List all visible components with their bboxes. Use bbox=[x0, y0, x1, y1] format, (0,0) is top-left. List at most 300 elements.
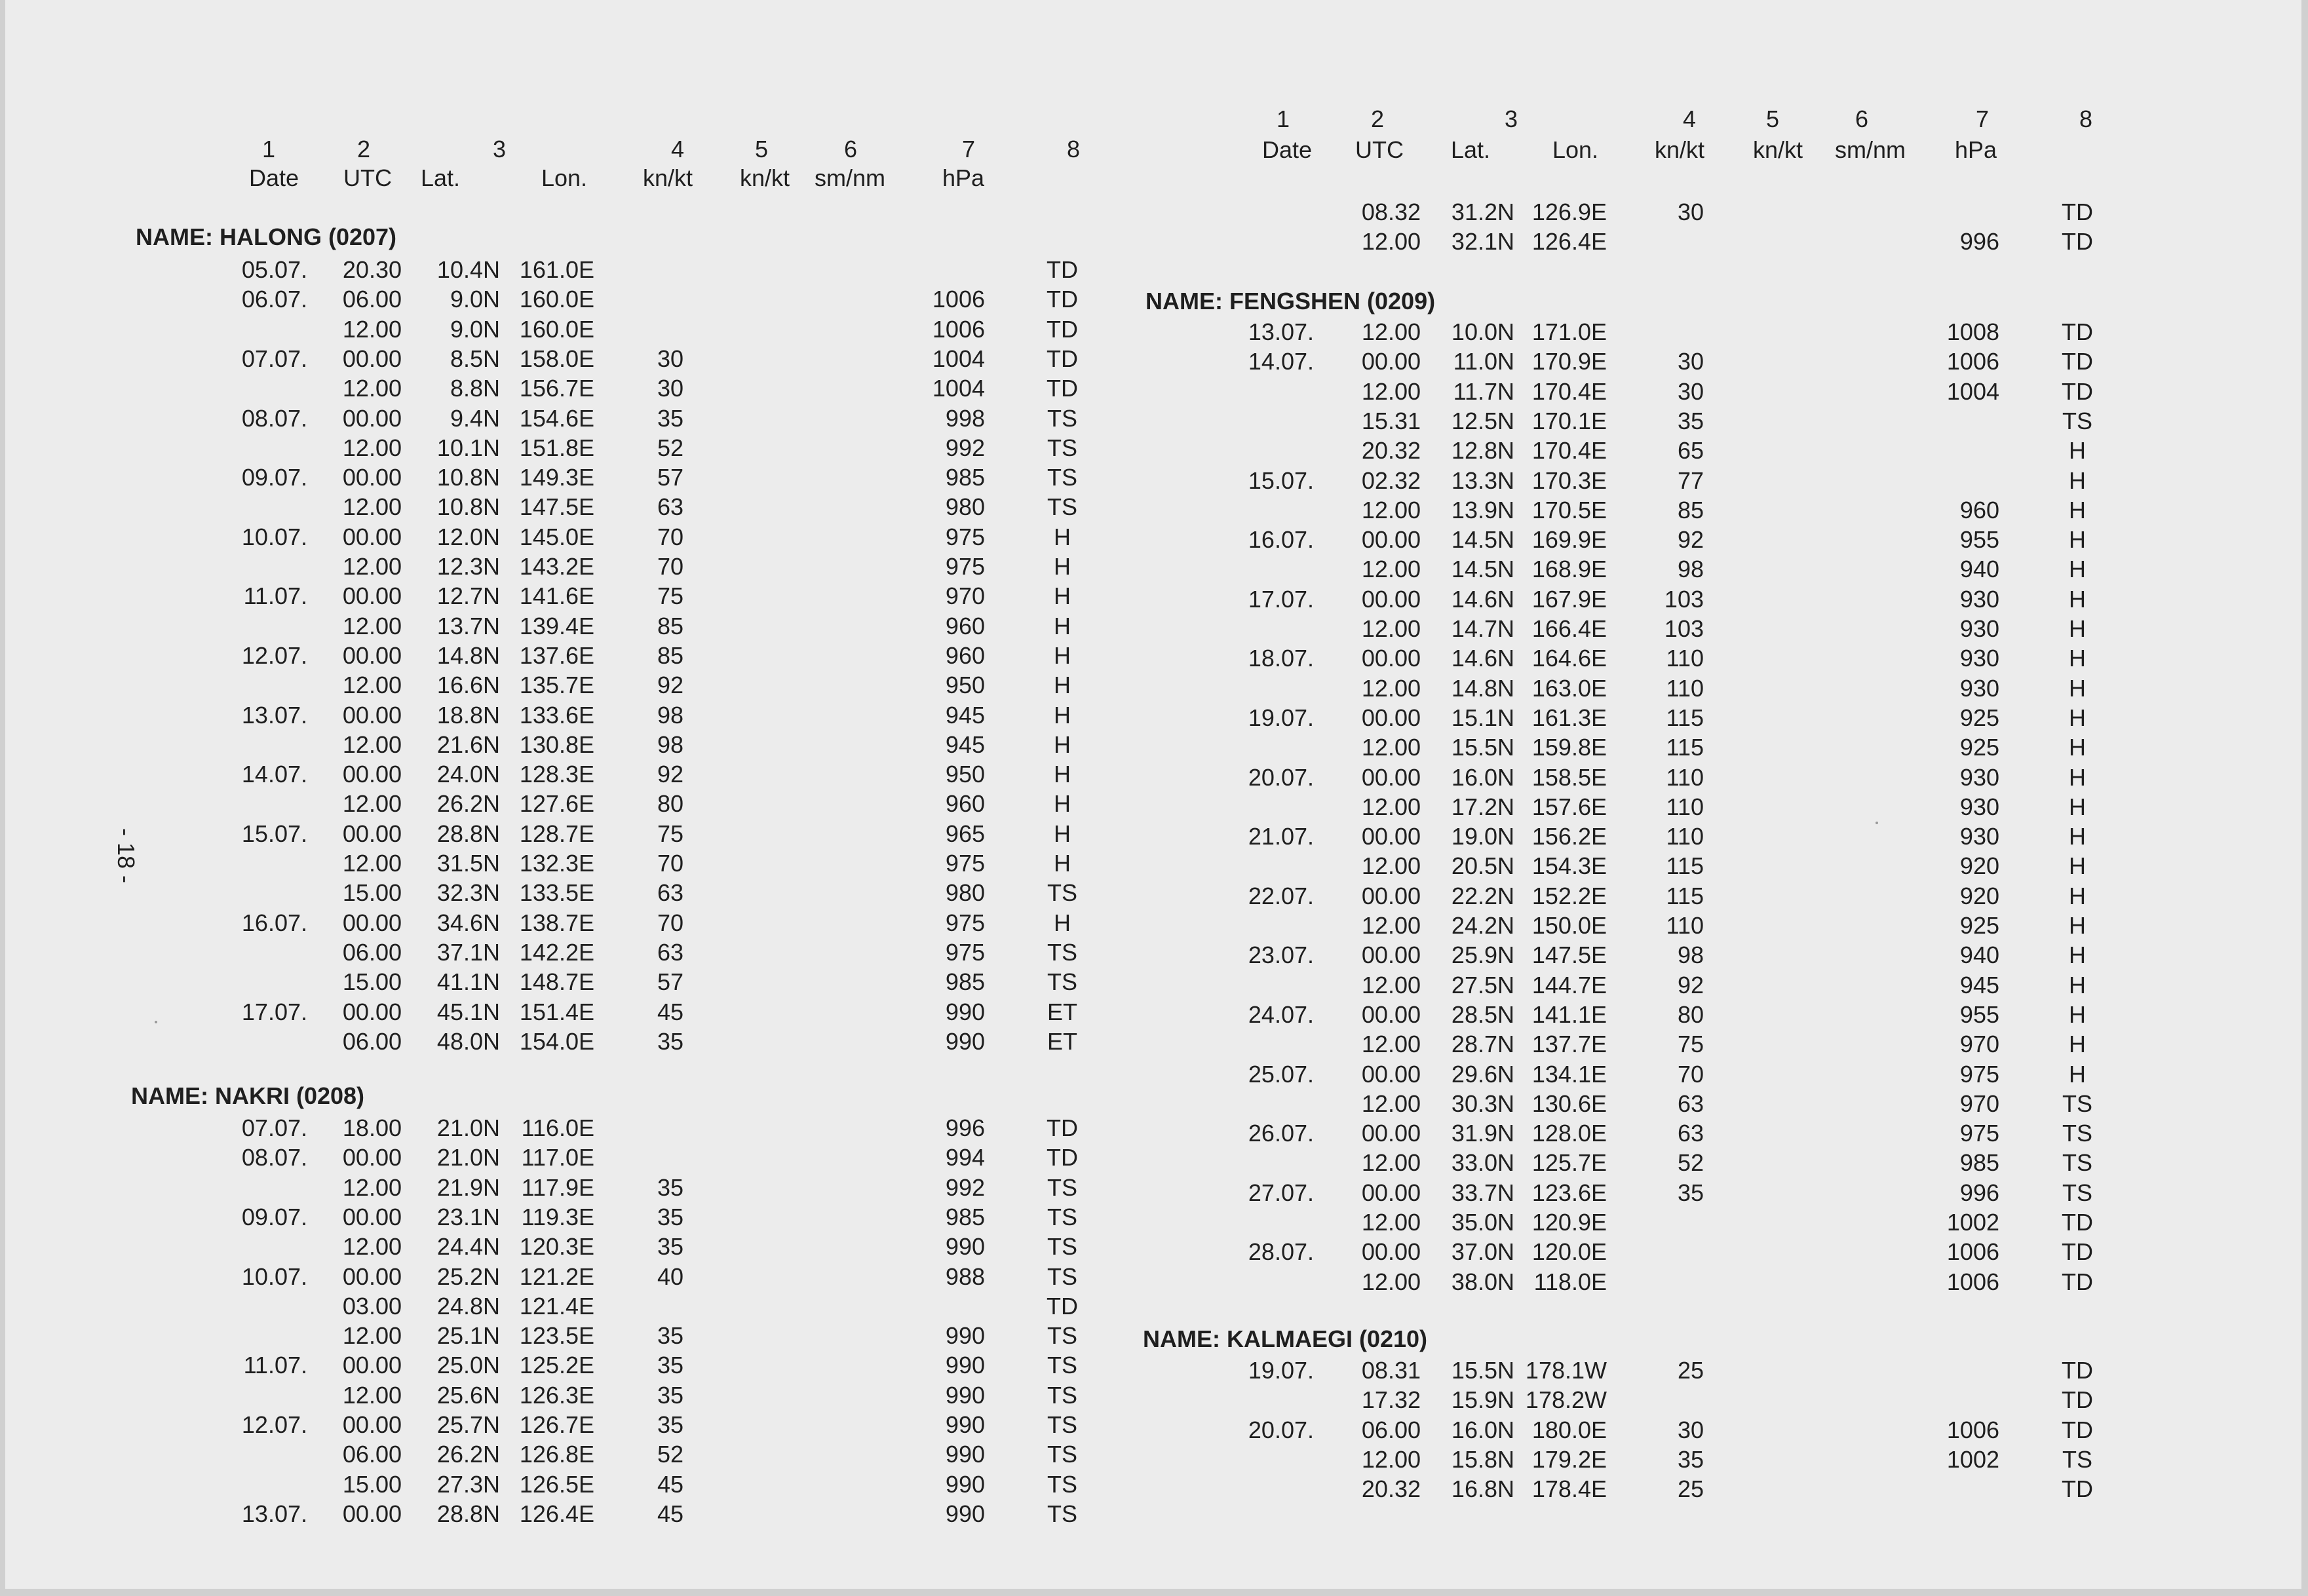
cell-lat: 11.0N bbox=[1453, 348, 1514, 375]
cell-lat: 27.3N bbox=[436, 1470, 500, 1498]
cell-lat: 21.9N bbox=[436, 1173, 500, 1201]
cell-type: TD bbox=[1047, 1144, 1078, 1171]
cell-lat: 34.6N bbox=[436, 909, 500, 936]
header-column-label: kn/kt bbox=[739, 164, 790, 191]
cell-date: 19.07. bbox=[1248, 1357, 1314, 1384]
cell-hpa: 930 bbox=[1959, 763, 1999, 791]
cell-lat: 29.6N bbox=[1451, 1060, 1514, 1088]
header-column-label: sm/nm bbox=[1835, 136, 1906, 163]
cell-lon: 128.7E bbox=[519, 820, 594, 847]
cell-kt4: 103 bbox=[1664, 615, 1704, 642]
cell-lon: 156.2E bbox=[1531, 823, 1607, 850]
cell-hpa: 990 bbox=[945, 1470, 985, 1498]
cell-hpa: 996 bbox=[1959, 228, 1999, 256]
cell-lat: 21.0N bbox=[436, 1144, 500, 1171]
cell-utc: 00.00 bbox=[1361, 882, 1421, 909]
cell-utc: 00.00 bbox=[1361, 1060, 1421, 1088]
cell-lat: 14.8N bbox=[436, 641, 500, 669]
cell-utc: 00.00 bbox=[1361, 823, 1421, 850]
cell-type: H bbox=[1054, 761, 1071, 788]
cell-lat: 24.8N bbox=[436, 1292, 500, 1320]
header-column-number: 6 bbox=[1855, 105, 1869, 132]
cell-hpa: 950 bbox=[945, 672, 985, 699]
cell-lat: 25.2N bbox=[436, 1263, 500, 1290]
cell-type: TD bbox=[1047, 256, 1078, 283]
cell-date: 25.07. bbox=[1248, 1060, 1314, 1088]
cell-type: TS bbox=[1047, 938, 1077, 966]
cell-type: TS bbox=[1047, 1470, 1077, 1498]
left-column-table bbox=[0, 0, 1114, 1596]
cell-lat: 8.5N bbox=[450, 345, 500, 372]
cell-lon: 178.4E bbox=[1531, 1475, 1607, 1503]
cell-date: 17.07. bbox=[241, 998, 307, 1025]
cell-date: 09.07. bbox=[241, 464, 307, 491]
cell-lat: 9.4N bbox=[450, 404, 500, 432]
header-column-label: UTC bbox=[1355, 136, 1404, 163]
cell-kt4: 92 bbox=[1677, 526, 1704, 554]
cell-utc: 15.00 bbox=[342, 1470, 402, 1498]
cell-date: 15.07. bbox=[1248, 466, 1314, 494]
cell-lat: 12.8N bbox=[1451, 437, 1514, 465]
cell-lon: 117.0E bbox=[521, 1144, 594, 1171]
cell-lat: 13.7N bbox=[436, 612, 500, 639]
header-column-number: 4 bbox=[670, 136, 685, 162]
cell-lat: 38.0N bbox=[1451, 1268, 1514, 1295]
cell-lon: 161.3E bbox=[1531, 704, 1607, 731]
cell-date: 26.07. bbox=[1248, 1120, 1314, 1147]
cell-lon: 154.0E bbox=[519, 1027, 594, 1055]
cell-utc: 06.00 bbox=[342, 1027, 402, 1055]
cell-date: 05.07. bbox=[241, 256, 307, 283]
cell-type: TD bbox=[2062, 1416, 2093, 1443]
cell-hpa: 975 bbox=[945, 909, 985, 936]
cell-utc: 06.00 bbox=[342, 286, 402, 313]
cell-hpa: 960 bbox=[1959, 496, 1999, 523]
cell-lat: 28.5N bbox=[1451, 1000, 1514, 1028]
cell-utc: 12.00 bbox=[1361, 496, 1421, 523]
header-column-label: Lon. bbox=[1552, 136, 1599, 163]
cell-lon: 159.8E bbox=[1531, 734, 1607, 761]
cell-date: 08.07. bbox=[241, 404, 307, 432]
cell-utc: 12.00 bbox=[1361, 318, 1421, 345]
cell-utc: 00.00 bbox=[1361, 1120, 1421, 1147]
header-column-number: 3 bbox=[492, 136, 507, 162]
cell-utc: 12.00 bbox=[1361, 971, 1421, 998]
cell-type: H bbox=[2069, 882, 2086, 909]
cell-lat: 9.0N bbox=[450, 286, 500, 313]
cell-lon: 137.7E bbox=[1531, 1031, 1607, 1058]
cell-lon: 130.8E bbox=[519, 731, 594, 758]
cell-lat: 14.5N bbox=[1451, 556, 1514, 583]
cell-hpa: 990 bbox=[945, 1411, 985, 1438]
cell-kt4: 30 bbox=[657, 375, 683, 402]
cell-utc: 00.00 bbox=[1361, 645, 1421, 672]
cell-kt4: 57 bbox=[657, 968, 683, 996]
cell-utc: 12.00 bbox=[1361, 228, 1421, 256]
cell-hpa: 975 bbox=[1959, 1060, 1999, 1088]
cell-date: 15.07. bbox=[241, 820, 307, 847]
cell-utc: 12.00 bbox=[342, 672, 402, 699]
cell-lat: 15.1N bbox=[1451, 704, 1514, 731]
cell-type: TS bbox=[1047, 1322, 1077, 1350]
cell-kt4: 75 bbox=[657, 582, 683, 610]
cell-lon: 134.1E bbox=[1531, 1060, 1607, 1088]
cell-type: TD bbox=[1047, 1292, 1078, 1320]
cell-lon: 158.5E bbox=[1531, 763, 1607, 791]
cell-type: TS bbox=[2062, 1445, 2092, 1473]
cell-hpa: 985 bbox=[1959, 1149, 1999, 1177]
cell-lon: 170.1E bbox=[1531, 407, 1607, 434]
cell-utc: 12.00 bbox=[342, 1173, 402, 1201]
cell-lat: 25.1N bbox=[436, 1322, 500, 1350]
cell-type: H bbox=[2069, 941, 2086, 969]
cell-utc: 00.00 bbox=[342, 1352, 402, 1379]
cell-utc: 15.31 bbox=[1361, 407, 1421, 434]
cell-hpa: 990 bbox=[945, 1322, 985, 1350]
cell-date: 23.07. bbox=[1248, 941, 1314, 969]
cell-kt4: 75 bbox=[1677, 1031, 1704, 1058]
cell-type: TS bbox=[1047, 404, 1077, 432]
cell-hpa: 925 bbox=[1959, 734, 1999, 761]
cell-lat: 25.7N bbox=[436, 1411, 500, 1438]
cell-lat: 15.9N bbox=[1451, 1386, 1514, 1414]
cell-kt4: 110 bbox=[1666, 912, 1704, 939]
cell-lon: 157.6E bbox=[1531, 793, 1607, 820]
cell-lat: 16.0N bbox=[1451, 763, 1514, 791]
cell-lon: 118.0E bbox=[1533, 1268, 1607, 1295]
cell-hpa: 930 bbox=[1959, 823, 1999, 850]
cell-lon: 180.0E bbox=[1531, 1416, 1607, 1443]
cell-lon: 126.3E bbox=[519, 1381, 594, 1409]
cell-lon: 170.4E bbox=[1531, 377, 1607, 405]
cell-hpa: 920 bbox=[1959, 882, 1999, 909]
header-column-label: Lat. bbox=[420, 164, 461, 191]
cell-kt4: 70 bbox=[657, 850, 683, 877]
cell-kt4: 92 bbox=[1677, 971, 1704, 998]
cell-lat: 41.1N bbox=[436, 968, 500, 996]
cell-lat: 21.6N bbox=[436, 731, 500, 758]
cell-date: 07.07. bbox=[241, 1114, 307, 1141]
cell-lat: 11.7N bbox=[1453, 377, 1514, 405]
right-column-table bbox=[1140, 0, 2254, 1596]
storm-name-heading: NAME: HALONG (0207) bbox=[136, 223, 397, 250]
cell-date: 20.07. bbox=[1248, 1416, 1314, 1443]
cell-utc: 12.00 bbox=[1361, 1445, 1421, 1473]
cell-date: 18.07. bbox=[1248, 645, 1314, 672]
cell-lon: 170.9E bbox=[1531, 348, 1607, 375]
cell-date: 07.07. bbox=[241, 345, 307, 372]
cell-lon: 128.3E bbox=[519, 761, 594, 788]
cell-hpa: 998 bbox=[945, 404, 985, 432]
cell-lon: 168.9E bbox=[1531, 556, 1607, 583]
cell-utc: 00.00 bbox=[342, 1500, 402, 1527]
cell-lon: 151.8E bbox=[519, 434, 594, 461]
cell-lon: 125.2E bbox=[519, 1352, 594, 1379]
cell-kt4: 30 bbox=[1677, 377, 1704, 405]
cell-type: TD bbox=[2062, 1238, 2093, 1266]
cell-lon: 120.3E bbox=[519, 1233, 594, 1261]
cell-type: H bbox=[2069, 912, 2086, 939]
cell-kt4: 52 bbox=[657, 434, 683, 461]
cell-type: TD bbox=[2062, 348, 2093, 375]
cell-hpa: 992 bbox=[945, 1173, 985, 1201]
cell-hpa: 960 bbox=[945, 641, 985, 669]
cell-utc: 12.00 bbox=[342, 790, 402, 818]
cell-lon: 126.5E bbox=[519, 1470, 594, 1498]
cell-lon: 121.4E bbox=[519, 1292, 594, 1320]
cell-lat: 10.8N bbox=[436, 464, 500, 491]
cell-hpa: 1006 bbox=[1946, 1238, 1999, 1266]
cell-lon: 141.6E bbox=[519, 582, 594, 610]
cell-kt4: 35 bbox=[657, 1233, 683, 1261]
cell-type: TS bbox=[2062, 1090, 2092, 1117]
cell-kt4: 40 bbox=[657, 1263, 683, 1290]
cell-lon: 119.3E bbox=[521, 1203, 594, 1230]
cell-utc: 00.00 bbox=[1361, 941, 1421, 969]
cell-type: H bbox=[1054, 523, 1071, 550]
cell-lat: 12.0N bbox=[436, 523, 500, 550]
cell-lon: 135.7E bbox=[519, 672, 594, 699]
cell-hpa: 1002 bbox=[1946, 1209, 1999, 1236]
cell-kt4: 103 bbox=[1664, 585, 1704, 613]
cell-utc: 00.00 bbox=[1361, 348, 1421, 375]
cell-lat: 30.3N bbox=[1451, 1090, 1514, 1117]
cell-utc: 12.00 bbox=[1361, 1268, 1421, 1295]
header-column-label: Lon. bbox=[541, 164, 588, 191]
cell-lat: 13.9N bbox=[1451, 496, 1514, 523]
cell-lon: 156.7E bbox=[519, 375, 594, 402]
cell-hpa: 950 bbox=[945, 761, 985, 788]
cell-utc: 02.32 bbox=[1361, 466, 1421, 494]
cell-lat: 45.1N bbox=[436, 998, 500, 1025]
cell-lat: 24.2N bbox=[1451, 912, 1514, 939]
cell-lon: 120.0E bbox=[1531, 1238, 1607, 1266]
cell-lat: 48.0N bbox=[436, 1027, 500, 1055]
cell-kt4: 85 bbox=[657, 612, 683, 639]
header-column-number: 4 bbox=[1682, 105, 1697, 132]
cell-kt4: 35 bbox=[1677, 1179, 1704, 1206]
cell-lat: 10.8N bbox=[436, 493, 500, 521]
header-column-number: 8 bbox=[2079, 105, 2093, 132]
cell-hpa: 970 bbox=[1959, 1031, 1999, 1058]
cell-lat: 24.4N bbox=[436, 1233, 500, 1261]
cell-lon: 126.4E bbox=[1531, 228, 1607, 256]
cell-type: TS bbox=[1047, 1381, 1077, 1409]
cell-kt4: 70 bbox=[657, 523, 683, 550]
cell-type: TS bbox=[1047, 434, 1077, 461]
cell-lat: 10.4N bbox=[436, 256, 500, 283]
header-column-label: hPa bbox=[1954, 136, 1997, 163]
cell-type: TD bbox=[2062, 1475, 2093, 1503]
cell-lon: 160.0E bbox=[519, 286, 594, 313]
cell-type: H bbox=[2069, 852, 2086, 880]
cell-kt4: 35 bbox=[1677, 1445, 1704, 1473]
cell-hpa: 990 bbox=[945, 1441, 985, 1468]
cell-lat: 25.6N bbox=[436, 1381, 500, 1409]
header-column-label: UTC bbox=[343, 164, 392, 191]
cell-type: H bbox=[1054, 731, 1071, 758]
cell-kt4: 35 bbox=[657, 1203, 683, 1230]
cell-date: 14.07. bbox=[241, 761, 307, 788]
cell-utc: 06.00 bbox=[342, 1441, 402, 1468]
cell-date: 21.07. bbox=[1248, 823, 1314, 850]
cell-utc: 12.00 bbox=[1361, 1209, 1421, 1236]
cell-date: 13.07. bbox=[1248, 318, 1314, 345]
cell-kt4: 80 bbox=[1677, 1000, 1704, 1028]
cell-hpa: 960 bbox=[945, 790, 985, 818]
cell-hpa: 1006 bbox=[1946, 1268, 1999, 1295]
cell-utc: 12.00 bbox=[342, 1233, 402, 1261]
cell-type: TS bbox=[1047, 1173, 1077, 1201]
header-column-number: 3 bbox=[1504, 105, 1518, 132]
cell-type: TS bbox=[1047, 1233, 1077, 1261]
cell-lat: 20.5N bbox=[1451, 852, 1514, 880]
cell-lat: 37.0N bbox=[1451, 1238, 1514, 1266]
cell-hpa: 930 bbox=[1959, 674, 1999, 702]
cell-hpa: 970 bbox=[945, 582, 985, 610]
cell-utc: 12.00 bbox=[1361, 556, 1421, 583]
cell-utc: 00.00 bbox=[1361, 1238, 1421, 1266]
header-column-number: 1 bbox=[261, 136, 276, 162]
cell-lat: 18.8N bbox=[436, 701, 500, 729]
cell-hpa: 1006 bbox=[1946, 348, 1999, 375]
cell-type: H bbox=[2069, 734, 2086, 761]
cell-type: TD bbox=[2062, 318, 2093, 345]
cell-hpa: 930 bbox=[1959, 585, 1999, 613]
cell-lat: 14.6N bbox=[1451, 585, 1514, 613]
cell-type: TS bbox=[1047, 879, 1077, 907]
cell-date: 19.07. bbox=[1248, 704, 1314, 731]
cell-utc: 12.00 bbox=[342, 553, 402, 580]
cell-utc: 12.00 bbox=[1361, 1031, 1421, 1058]
header-column-label: Date bbox=[248, 164, 299, 191]
cell-date: 13.07. bbox=[241, 701, 307, 729]
cell-kt4: 25 bbox=[1677, 1357, 1704, 1384]
cell-hpa: 925 bbox=[1959, 912, 1999, 939]
cell-kt4: 35 bbox=[657, 1027, 683, 1055]
cell-lat: 21.0N bbox=[436, 1114, 500, 1141]
cell-lon: 117.9E bbox=[521, 1173, 594, 1201]
storm-name-heading: NAME: FENGSHEN (0209) bbox=[1145, 288, 1436, 314]
cell-utc: 12.00 bbox=[342, 850, 402, 877]
cell-hpa: 980 bbox=[945, 493, 985, 521]
cell-date: 28.07. bbox=[1248, 1238, 1314, 1266]
cell-kt4: 63 bbox=[657, 938, 683, 966]
cell-utc: 00.00 bbox=[1361, 526, 1421, 554]
cell-lat: 32.1N bbox=[1451, 228, 1514, 256]
cell-lon: 152.2E bbox=[1531, 882, 1607, 909]
cell-hpa: 955 bbox=[1959, 1000, 1999, 1028]
cell-date: 17.07. bbox=[1248, 585, 1314, 613]
cell-lat: 8.8N bbox=[450, 375, 500, 402]
cell-lon: 126.9E bbox=[1531, 199, 1607, 225]
cell-kt4: 63 bbox=[1677, 1090, 1704, 1117]
cell-utc: 00.00 bbox=[342, 909, 402, 936]
header-column-number: 1 bbox=[1276, 105, 1290, 132]
cell-lon: 166.4E bbox=[1531, 615, 1607, 642]
cell-lon: 163.0E bbox=[1531, 674, 1607, 702]
cell-utc: 12.00 bbox=[342, 375, 402, 402]
cell-kt4: 85 bbox=[1677, 496, 1704, 523]
cell-utc: 20.32 bbox=[1361, 1475, 1421, 1503]
cell-type: H bbox=[1054, 701, 1071, 729]
cell-utc: 00.00 bbox=[1361, 1000, 1421, 1028]
cell-lon: 169.9E bbox=[1531, 526, 1607, 554]
cell-lat: 12.7N bbox=[436, 582, 500, 610]
cell-type: H bbox=[1054, 582, 1071, 610]
cell-date: 16.07. bbox=[1248, 526, 1314, 554]
cell-lat: 17.2N bbox=[1451, 793, 1514, 820]
cell-type: H bbox=[2069, 556, 2086, 583]
cell-type: TS bbox=[2062, 407, 2092, 434]
cell-type: H bbox=[2069, 437, 2086, 465]
cell-type: TS bbox=[2062, 1179, 2092, 1206]
cell-type: H bbox=[1054, 641, 1071, 669]
cell-kt4: 35 bbox=[657, 1381, 683, 1409]
page-number: - 18 - bbox=[113, 827, 140, 884]
cell-lon: 142.2E bbox=[519, 938, 594, 966]
cell-utc: 12.00 bbox=[1361, 793, 1421, 820]
cell-hpa: 945 bbox=[945, 731, 985, 758]
cell-hpa: 960 bbox=[945, 612, 985, 639]
cell-hpa: 975 bbox=[945, 523, 985, 550]
cell-type: H bbox=[2069, 971, 2086, 998]
cell-lon: 178.1W bbox=[1525, 1357, 1607, 1384]
cell-hpa: 1006 bbox=[1946, 1416, 1999, 1443]
cell-type: TD bbox=[1047, 1114, 1078, 1141]
cell-utc: 00.00 bbox=[342, 761, 402, 788]
cell-lon: 170.3E bbox=[1531, 466, 1607, 494]
cell-lon: 171.0E bbox=[1531, 318, 1607, 345]
cell-type: TD bbox=[2062, 199, 2093, 225]
cell-hpa: 980 bbox=[945, 879, 985, 907]
cell-lon: 154.3E bbox=[1531, 852, 1607, 880]
cell-type: TS bbox=[1047, 1263, 1077, 1290]
cell-lat: 16.6N bbox=[436, 672, 500, 699]
cell-type: H bbox=[2069, 763, 2086, 791]
cell-hpa: 940 bbox=[1959, 556, 1999, 583]
cell-kt4: 115 bbox=[1666, 852, 1704, 880]
cell-date: 12.07. bbox=[241, 641, 307, 669]
cell-kt4: 52 bbox=[1677, 1149, 1704, 1177]
cell-utc: 00.00 bbox=[342, 1144, 402, 1171]
cell-type: TS bbox=[1047, 493, 1077, 521]
cell-lon: 158.0E bbox=[519, 345, 594, 372]
cell-lon: 141.1E bbox=[1531, 1000, 1607, 1028]
cell-lon: 147.5E bbox=[1531, 941, 1607, 969]
cell-lat: 28.8N bbox=[436, 820, 500, 847]
cell-type: TD bbox=[2062, 1357, 2093, 1384]
cell-utc: 12.00 bbox=[1361, 377, 1421, 405]
cell-hpa: 985 bbox=[945, 1203, 985, 1230]
header-column-number: 2 bbox=[356, 136, 371, 162]
header-column-label: Lat. bbox=[1450, 136, 1491, 163]
cell-kt4: 35 bbox=[657, 1173, 683, 1201]
cell-lat: 16.8N bbox=[1451, 1475, 1514, 1503]
cell-utc: 12.00 bbox=[1361, 852, 1421, 880]
cell-type: H bbox=[1054, 820, 1071, 847]
cell-hpa: 975 bbox=[945, 938, 985, 966]
cell-hpa: 940 bbox=[1959, 941, 1999, 969]
cell-type: H bbox=[2069, 645, 2086, 672]
cell-lat: 13.3N bbox=[1451, 466, 1514, 494]
cell-kt4: 70 bbox=[657, 553, 683, 580]
cell-kt4: 80 bbox=[657, 790, 683, 818]
cell-lat: 35.0N bbox=[1451, 1209, 1514, 1236]
cell-kt4: 98 bbox=[1677, 941, 1704, 969]
cell-utc: 12.00 bbox=[1361, 615, 1421, 642]
cell-date: 24.07. bbox=[1248, 1000, 1314, 1028]
